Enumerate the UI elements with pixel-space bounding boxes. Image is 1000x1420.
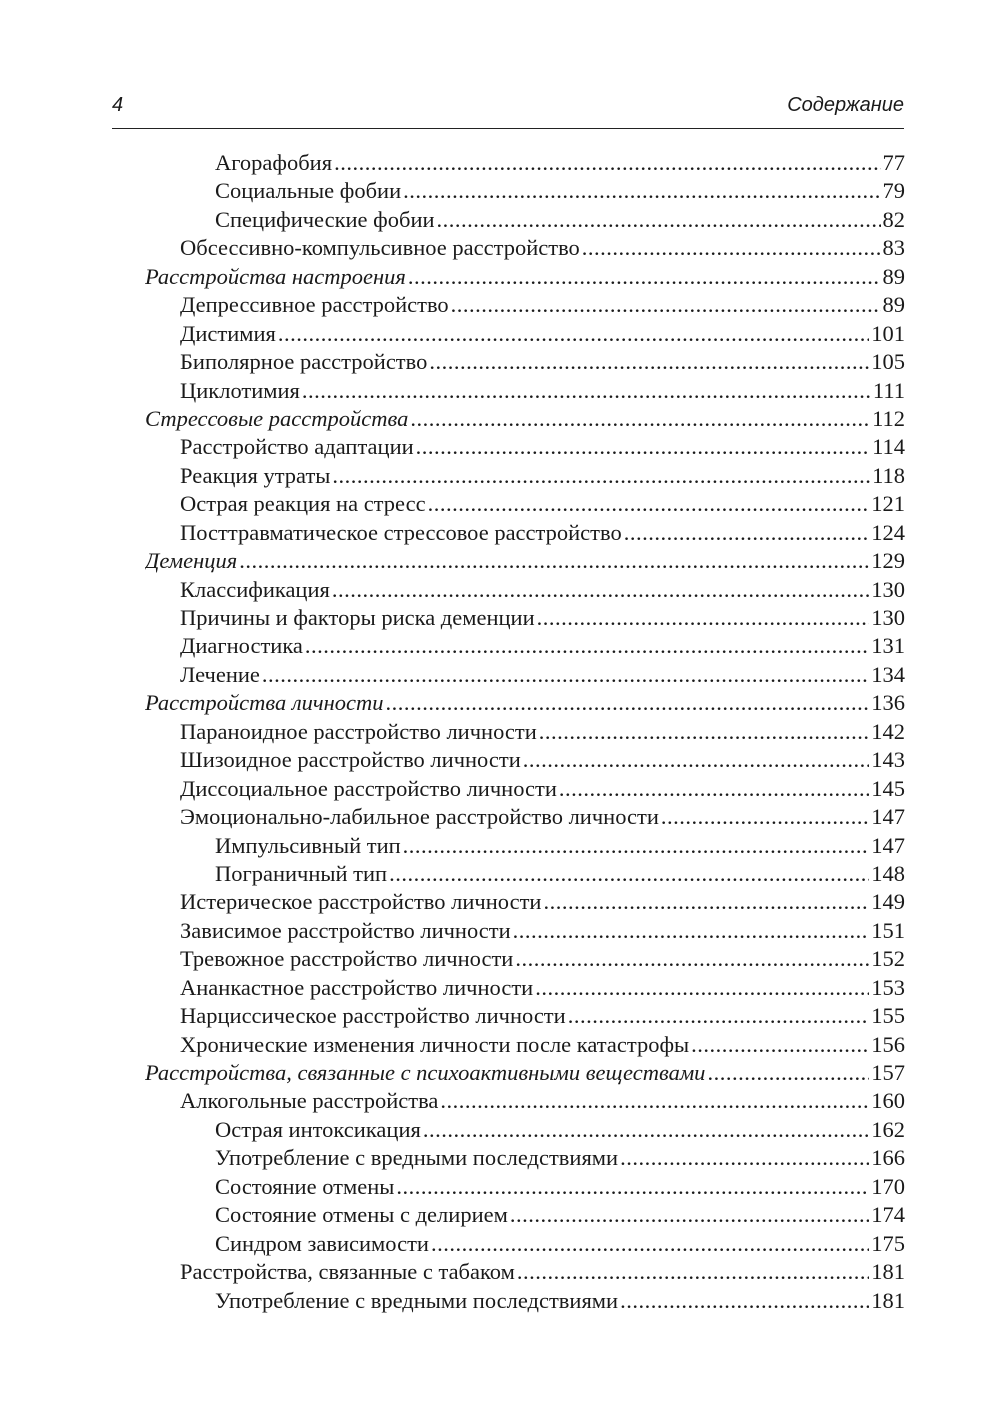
dot-leader — [510, 1202, 869, 1228]
dot-leader — [416, 434, 870, 460]
toc-entry[interactable] — [145, 207, 905, 235]
toc-entry[interactable] — [145, 349, 905, 377]
dot-leader — [332, 577, 869, 603]
toc-entry[interactable] — [145, 1174, 905, 1202]
toc-entry-title: Расстройства настроения — [145, 263, 406, 289]
dot-leader — [707, 1060, 869, 1086]
toc-entry-page: 157 — [871, 1060, 905, 1085]
toc-entry[interactable] — [145, 1032, 905, 1060]
toc-entry-title: Дистимия — [180, 320, 276, 346]
toc-entry-title: Нарциссическое расстройство личности — [180, 1003, 566, 1029]
toc-entry[interactable] — [145, 1117, 905, 1145]
dot-leader — [302, 378, 871, 404]
toc-entry[interactable] — [145, 747, 905, 775]
toc-entry-title: Шизоидное расстройство личности — [180, 747, 521, 773]
toc-entry-page: 147 — [871, 832, 905, 858]
toc-entry[interactable] — [145, 264, 905, 292]
toc-entry-title: Алкогольные расстройства — [180, 1088, 439, 1114]
toc-entry-page: 129 — [871, 548, 905, 574]
toc-entry[interactable] — [145, 406, 905, 434]
toc-entry-page: 82 — [882, 206, 905, 232]
dot-leader — [440, 1088, 869, 1114]
dot-leader — [437, 207, 881, 233]
toc-entry-page: 131 — [871, 633, 905, 659]
toc-entry-page: 149 — [871, 889, 905, 915]
toc-entry-page: 77 — [882, 150, 905, 175]
toc-entry[interactable] — [145, 1202, 905, 1230]
dot-leader — [568, 1003, 870, 1029]
toc-entry-title: Циклотимия — [180, 377, 300, 403]
toc-entry-page: 124 — [871, 519, 905, 545]
toc-entry[interactable] — [145, 520, 905, 548]
dot-leader — [332, 463, 870, 489]
toc-entry-title: Классификация — [180, 576, 330, 602]
dot-leader — [451, 292, 881, 318]
toc-entry-page: 114 — [872, 434, 905, 460]
toc-entry-page: 118 — [872, 462, 905, 488]
toc-entry-title: Состояние отмены — [215, 1173, 395, 1199]
toc-entry[interactable] — [145, 861, 905, 889]
toc-entry-page: 143 — [871, 747, 905, 773]
dot-leader — [431, 1231, 869, 1257]
toc-entry-title: Зависимое расстройство личности — [180, 917, 511, 943]
dot-leader — [389, 861, 869, 887]
toc-entry[interactable] — [145, 1259, 905, 1287]
toc-entry[interactable] — [145, 804, 905, 832]
toc-entry-title: Истерическое расстройство личности — [180, 889, 542, 915]
dot-leader — [386, 690, 870, 716]
toc-entry-title: Острая интоксикация — [215, 1116, 421, 1142]
toc-entry-page: 181 — [871, 1287, 905, 1313]
toc-entry[interactable] — [145, 719, 905, 747]
toc-entry-page: 121 — [871, 491, 905, 517]
toc-entry-page: 152 — [871, 946, 905, 972]
toc-entry-title: Стрессовые расстройства — [145, 405, 409, 431]
dot-leader — [428, 491, 870, 517]
dot-leader — [278, 321, 869, 347]
toc-entry-page: 79 — [882, 178, 905, 204]
toc-entry[interactable] — [145, 889, 905, 917]
toc-entry-title: Причины и факторы риска деменции — [180, 605, 535, 630]
toc-entry[interactable] — [145, 662, 905, 690]
dot-leader — [396, 1174, 869, 1200]
toc-entry[interactable] — [145, 577, 905, 605]
dot-leader — [523, 747, 870, 773]
dot-leader — [410, 406, 870, 432]
dot-leader — [515, 946, 869, 972]
toc-entry[interactable] — [145, 178, 905, 206]
toc-entry-title: Расстройства, связанные с табаком — [180, 1259, 515, 1285]
toc-entry-title: Деменция — [145, 548, 238, 574]
toc-entry[interactable] — [145, 690, 905, 718]
toc-entry-page: 112 — [872, 405, 905, 431]
dot-leader — [661, 804, 869, 830]
dot-leader — [620, 1145, 869, 1171]
toc-entry[interactable] — [145, 548, 905, 576]
toc-entry-page: 155 — [871, 1003, 905, 1029]
toc-entry-title: Агорафобия — [215, 150, 333, 175]
toc-entry[interactable] — [145, 1003, 905, 1031]
toc-entry-page: 153 — [871, 974, 905, 1000]
toc-entry-page: 89 — [882, 263, 905, 289]
dot-leader — [334, 150, 880, 176]
dot-leader — [539, 719, 870, 745]
toc-entry-title: Посттравматическое стрессовое расстройство — [180, 519, 622, 545]
toc-entry[interactable] — [145, 378, 905, 406]
toc-entry[interactable] — [145, 633, 905, 661]
toc-entry-page: 148 — [871, 860, 905, 886]
toc-entry-title: Употребление с вредными последствиями — [215, 1287, 619, 1313]
toc-entry-page: 166 — [871, 1145, 905, 1171]
toc-entry-title: Расстройства личности — [145, 690, 384, 716]
toc-entry[interactable] — [145, 975, 905, 1003]
toc-entry[interactable] — [145, 918, 905, 946]
dot-leader — [429, 349, 869, 375]
dot-leader — [513, 918, 870, 944]
toc-entry[interactable] — [145, 1060, 905, 1088]
toc-entry-page: 160 — [871, 1088, 905, 1114]
toc-entry-page: 174 — [871, 1202, 905, 1228]
toc-entry-title: Параноидное расстройство личности — [180, 718, 537, 744]
toc-entry[interactable] — [145, 1145, 905, 1173]
toc-entry[interactable] — [145, 833, 905, 861]
toc-entry-page: 111 — [872, 377, 905, 403]
page-header — [112, 92, 904, 129]
dot-leader — [408, 264, 881, 290]
toc-entry[interactable] — [145, 1231, 905, 1259]
toc-entry[interactable] — [145, 946, 905, 974]
toc-entry-page: 181 — [871, 1259, 905, 1285]
running-title: Содержание — [787, 94, 904, 116]
toc-entry-title: Депрессивное расстройство — [180, 292, 449, 318]
dot-leader — [620, 1288, 869, 1314]
dot-leader — [403, 833, 870, 859]
toc-entry-title: Специфические фобии — [215, 206, 435, 232]
toc-entry-title: Лечение — [180, 661, 260, 687]
dot-leader — [305, 633, 869, 659]
toc-entry-title: Острая реакция на стресс — [180, 491, 426, 517]
dot-leader — [691, 1032, 869, 1058]
toc-entry-title: Диссоциальное расстройство личности — [180, 775, 557, 801]
toc-entry[interactable] — [145, 463, 905, 491]
dot-leader — [582, 235, 881, 261]
toc-entry-title: Тревожное расстройство личности — [180, 946, 514, 972]
toc-entry-page: 101 — [871, 320, 905, 346]
toc-entry-title: Расстройство адаптации — [180, 434, 414, 460]
dot-leader — [624, 520, 870, 546]
toc-entry[interactable] — [145, 292, 905, 320]
toc-entry-page: 142 — [871, 718, 905, 744]
toc-entry-title: Пограничный тип — [215, 860, 388, 886]
toc-entry-page: 83 — [882, 235, 905, 261]
dot-leader — [262, 662, 869, 688]
dot-leader — [535, 975, 869, 1001]
toc-entry-title: Биполярное расстройство — [180, 349, 428, 375]
toc-entry-page: 147 — [871, 804, 905, 830]
dot-leader — [423, 1117, 869, 1143]
toc-entry-page: 156 — [871, 1031, 905, 1057]
toc-entry-title: Эмоционально-лабильное расстройство личности — [180, 804, 659, 830]
toc-entry[interactable] — [145, 321, 905, 349]
toc-entry-title: Ананкастное расстройство личности — [180, 974, 534, 1000]
dot-leader — [537, 605, 870, 631]
toc-entry-page: 145 — [871, 775, 905, 801]
toc-entry[interactable] — [145, 1088, 905, 1116]
toc-entry[interactable] — [145, 491, 905, 519]
dot-leader — [517, 1259, 869, 1285]
toc-entry-page: 136 — [871, 690, 905, 716]
toc-entry-page: 105 — [871, 349, 905, 375]
toc-entry[interactable] — [145, 776, 905, 804]
toc-entry[interactable] — [145, 434, 905, 462]
toc-entry-title: Состояние отмены с делирием — [215, 1202, 508, 1228]
toc-entry-page: 151 — [871, 917, 905, 943]
toc-entry-page: 175 — [871, 1230, 905, 1256]
toc-entry-title: Диагностика — [180, 633, 303, 659]
toc-entry[interactable] — [145, 605, 905, 633]
toc-entry-title: Социальные фобии — [215, 178, 402, 204]
toc-entry-title: Употребление с вредными последствиями — [215, 1145, 619, 1171]
toc-entry-page: 170 — [871, 1173, 905, 1199]
toc-entry-title: Расстройства, связанные с психоактивными веществами — [145, 1060, 706, 1085]
toc-entry[interactable] — [145, 235, 905, 263]
toc-entry-title: Обсессивно-компульсивное расстройство — [180, 235, 580, 261]
table-of-contents — [145, 150, 905, 1316]
toc-entry-title: Хронические изменения личности после катастрофы — [180, 1031, 690, 1057]
toc-entry-title: Импульсивный тип — [215, 832, 401, 858]
toc-entry-page: 130 — [871, 576, 905, 602]
dot-leader — [239, 548, 869, 574]
dot-leader — [403, 178, 880, 204]
toc-entry-title: Реакция утраты — [180, 462, 331, 488]
toc-entry[interactable] — [145, 150, 905, 178]
dot-leader — [543, 889, 869, 915]
toc-entry-page: 130 — [871, 605, 905, 630]
dot-leader — [559, 776, 869, 802]
toc-entry-page: 134 — [871, 661, 905, 687]
toc-entry-page: 162 — [871, 1116, 905, 1142]
toc-entry-page: 89 — [882, 292, 905, 318]
page-number: 4 — [112, 94, 124, 116]
toc-entry-title: Синдром зависимости — [215, 1230, 429, 1256]
toc-entry[interactable] — [145, 1288, 905, 1316]
